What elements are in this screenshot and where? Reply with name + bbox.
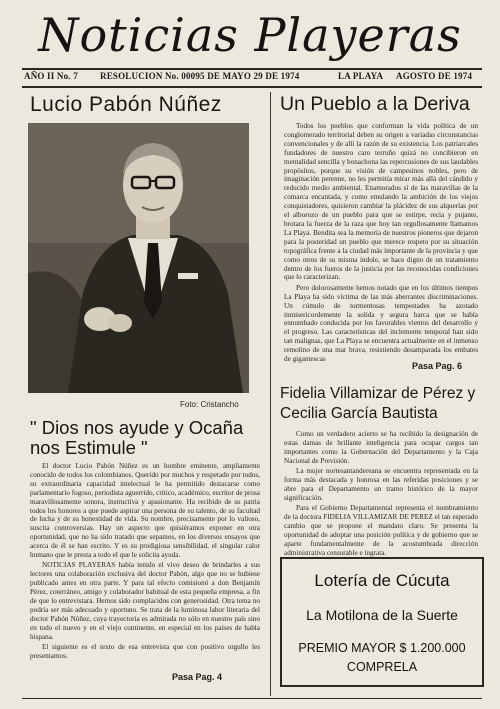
- lottery-prize: PREMIO MAYOR $ 1.200.000: [298, 641, 466, 655]
- headline-lucio-pabon: Lucio Pabón Núñez: [30, 93, 222, 116]
- portrait-photo: [28, 123, 249, 393]
- column-divider: [270, 92, 271, 696]
- paragraph: Para el Gobierno Departamental representa el nombramiento de la doctora FIDELIA VILLAMIZAR DE PEREZ el tan esperado cambio que se propone el mandato claro. Se presenta la oportunidad de adoptar una posición política y de gobierno que se aparte fundamentalmente de la acostumbrada dirección administrativa censurable e ingrata.: [284, 504, 478, 557]
- headline-fidelia-cecilia: Fidelia Villamizar de Pérez y Cecilia García Bautista: [280, 385, 476, 422]
- photo-credit: Foto: Cristancho: [180, 400, 239, 409]
- article-body-pueblo: [284, 122, 478, 364]
- paragraph: El siguiente es el texto de esa entrevista que con positivo orgullo les presentamos.: [30, 643, 260, 661]
- article-body-lucio: [30, 462, 260, 668]
- paragraph: NOTICIAS PLAYERAS había tenido el vivo deseo de brindarles a sus lectores una colaboración exclusiva del doctor Pabón, algo que no se hubiese publicado antes en otra parte. Y para tal efecto comisionó a don Benjamín Pérez, coterráneo, amigo y colaborador habitual de esta pequeña empresa, a fin de que lo entrevistara. Hemos sido complacidos con generosidad. Otra tema no podría ser más adecuado y oportuno. Se trata de la luminosa labor literaria del doctor Pabón Núñez, cuya trayectoria es admirada no sólo en nuestro país sino en todo el nuevo y en el viejo continente, en especial en los países de habla hispana.: [30, 561, 260, 641]
- masthead-title: Noticias Playeras: [38, 8, 462, 62]
- dateline: [24, 71, 480, 84]
- paragraph: Como un verdadero acierto se ha recibido la designación de estas damas de brillante inteligencia para ocupar cargos tan importantes como la Gobernación del Departamento y la Caja Nacional de Previsión.: [284, 430, 478, 465]
- continued-page-4: Pasa Pag. 4: [172, 672, 223, 682]
- headline-pueblo-deriva: Un Pueblo a la Deriva: [280, 93, 470, 115]
- paragraph: Todos los pueblos que conforman la vida política de un conglomerado territorial deben su origen a variadas circunstancias convencionales y de allí la razón de su existencia. Los patriarcales fundadores de nuestro caro terruño quizá no concibieron en mentalidad sencilla y bonachona las repercusiones de sus laudables propósitos, porque su visión de campesinos nobles, pero de imaginación perenne, no les permitía mirar más allá del cándido y reducido medio ambiental. Enamorados sí de las maravillas de la comarca encantada, y como emulando la ambición de los viejos conquistadores, quisieron cambiar la plácidez de sus alquerías por el alborozo de un pueblo para que se estirpe, recia y pujante, brotara la fuerza de la raza que hoy tan orgullosamente llamamos La Playa. Bendita sea la memoria de nuestros pioneros que dejaron para la posteridad un pueblo que merece respeto por su situación topográfica frente a la ciudad más importante de la provincia y que como otros de su misma índole, se hace digno de un tratamiento dentro de los fueros de la justicia por las reconocidas condiciones que lo caracterizan.: [284, 122, 478, 282]
- lottery-advertisement: [280, 557, 484, 687]
- paragraph: La mujer nortesantandereana se encuentra representada en la forma más destacada y honrosa en las referidas posiciones y se abre para el Departamento un tramo histórico de la mayor significación.: [284, 467, 478, 502]
- place-text: LA PLAYA: [338, 71, 384, 81]
- issue-number: AÑO II No. 7: [24, 71, 78, 81]
- lottery-title: Lotería de Cúcuta: [314, 571, 450, 590]
- paragraph: Pero dolorosamente hemos notado que en los últimos tiempos La Playa ha sido víctima de las más aberrantes discriminaciones. Un cúmulo de tormentosas tempestades ha azotado inmisericordemente la solida y segura barca que se había ennumbado conducida por los favorables vientos del desarrollo y el progreso. Las características del inclemente temporal han sido tan malignas, que La Playa se encuentra actualmente en el inmenso remolino de una mar brava, resistiendo desamparada los embates de gigantescas: [284, 283, 478, 364]
- portrait-illustration: [28, 123, 249, 393]
- issue-date: AGOSTO DE 1974: [396, 71, 473, 81]
- masthead-rule-bottom: [22, 86, 482, 88]
- continued-page-6: Pasa Pag. 6: [412, 361, 463, 371]
- masthead-rule-top: [22, 68, 482, 70]
- resolution-text: RESOLUCION No. 00095 DE MAYO 29 DE 1974: [100, 71, 300, 81]
- paragraph: El doctor Lucio Pabón Núñez es un hombre eminente, ampliamente conocido de todos los colombianos. Querido por muchos y respetado por todos, su extraordinaria capacidad intelectual le ha permitido destacarse como parlamentario fogoso, periodista aguerrido, crítico, académico, escritor de prosa maravillosamente sonora, instructiva y apasionante. Ha recibido de su patria todos los honores a que puede aspirar una persona de su talento, de su facultad de lucha y de su honestidad de vida. Su nombre, precisamente por lo valioso, suscita controversias. Hay un aspecto que quisiéramos exponer en otra oportunidad, que no ha sido tratado que sepamos, en los diversos ensayos que acerca de él se han escrito. Y es su prodigiosa sensibilidad, el singular calor humano que le presta a todo el que le solicita ayuda.: [30, 462, 260, 560]
- article-body-fidelia: [284, 430, 478, 557]
- quote-headline: " Dios nos ayude y Ocaña nos Estimule ": [30, 417, 244, 458]
- lottery-cta: COMPRELA: [346, 660, 418, 674]
- footer-rule: [22, 698, 482, 699]
- lottery-subtitle: La Motilona de la Suerte: [306, 607, 458, 623]
